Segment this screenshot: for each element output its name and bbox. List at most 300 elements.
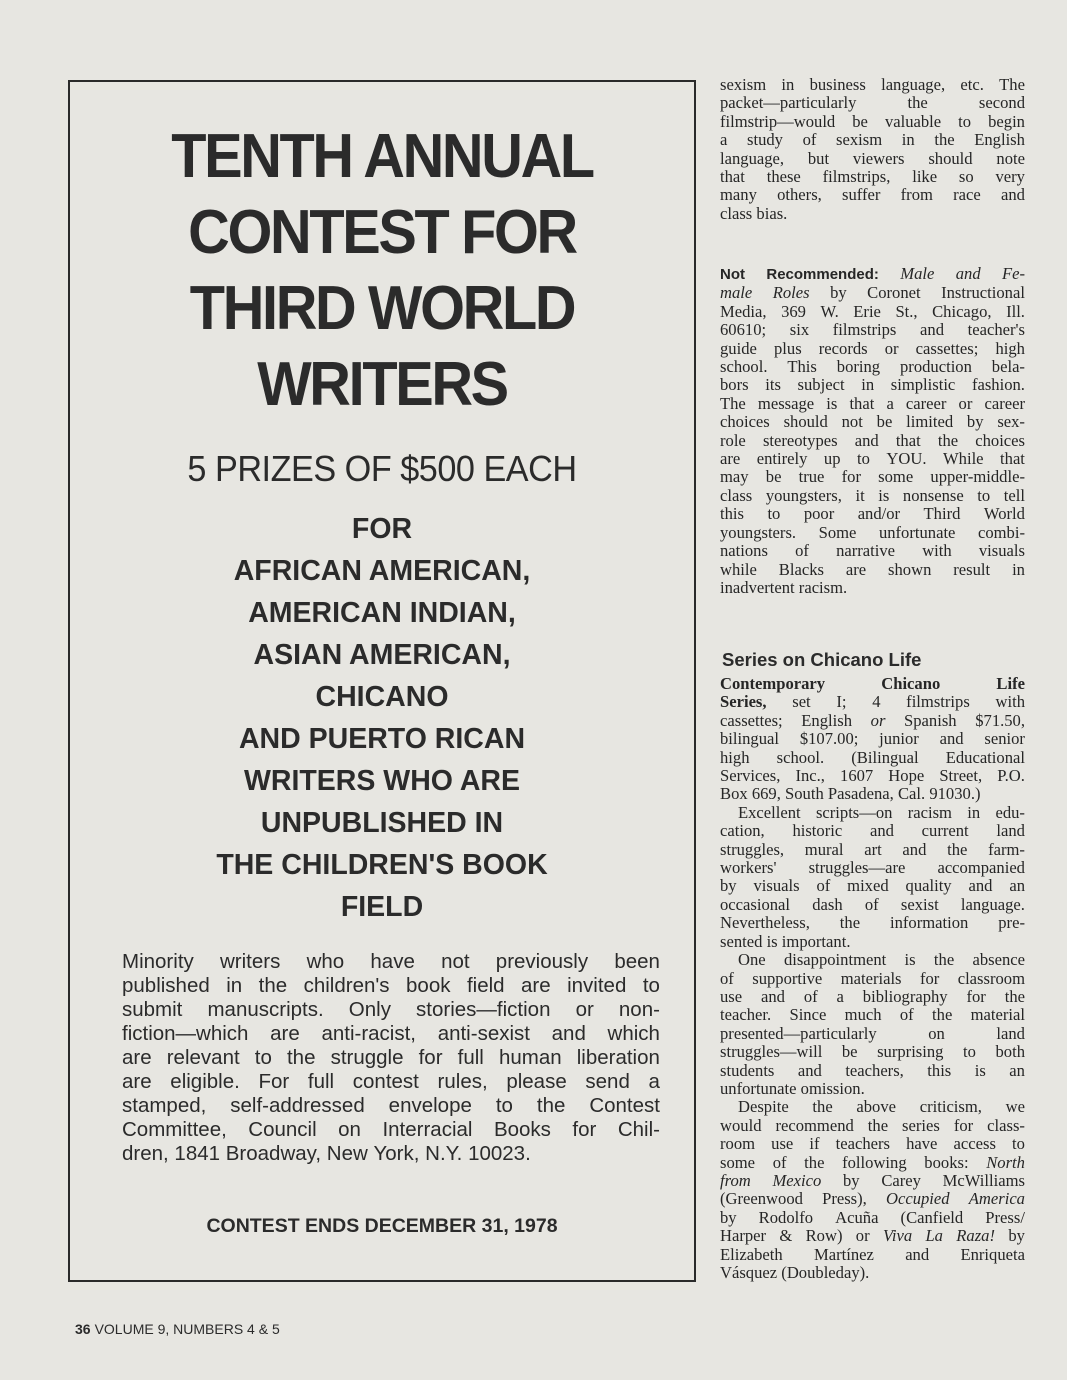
word xyxy=(960,1246,1025,1264)
word-part: St., xyxy=(895,301,918,321)
word-part: scripts—on xyxy=(815,802,893,822)
word-part: Chicago, xyxy=(932,301,992,321)
word-part: 60610; xyxy=(720,320,767,340)
word xyxy=(810,76,866,94)
word xyxy=(865,896,879,914)
word-part: production xyxy=(900,357,972,377)
contest-advertisement xyxy=(68,80,696,1282)
word-part: simplistic xyxy=(890,375,956,395)
word xyxy=(720,988,742,1006)
word-part: information xyxy=(889,913,969,933)
ad-title-line: CONTEST FOR xyxy=(188,198,576,267)
text-line xyxy=(720,561,1025,579)
word-part: struggles, xyxy=(720,839,785,859)
word xyxy=(720,896,790,914)
word: on xyxy=(338,1118,361,1141)
word-part: Chicano xyxy=(881,674,941,693)
word xyxy=(904,712,957,730)
word-part: the xyxy=(907,93,928,113)
word xyxy=(856,1098,896,1116)
text-line xyxy=(720,376,1025,394)
word xyxy=(720,76,766,94)
word-part: are xyxy=(845,559,867,579)
text-line xyxy=(720,951,1025,969)
text-line xyxy=(720,896,1025,914)
word-part: North xyxy=(986,1152,1025,1172)
word-part: teachers xyxy=(835,1134,890,1154)
word: fiction—which xyxy=(122,1022,249,1045)
word-part: to xyxy=(857,449,870,469)
word-part: racism. xyxy=(798,577,848,597)
word xyxy=(773,284,810,302)
word-part: room xyxy=(720,1134,756,1154)
word xyxy=(828,785,898,803)
word-part: guide xyxy=(720,338,757,358)
word xyxy=(720,168,745,186)
word xyxy=(864,841,882,859)
word-part: sexism xyxy=(836,130,883,150)
word-part: some xyxy=(720,1152,756,1172)
word xyxy=(924,505,961,523)
word-part: viewers xyxy=(852,148,905,168)
word xyxy=(720,284,752,302)
word xyxy=(987,1117,1025,1135)
word xyxy=(777,749,824,767)
word-part: upper-middle- xyxy=(930,467,1025,487)
word-part: Roles xyxy=(772,283,810,303)
word xyxy=(943,450,984,468)
text-line xyxy=(720,1190,1025,1208)
word xyxy=(953,561,990,579)
word-part: pre- xyxy=(998,913,1025,933)
word-part: would xyxy=(720,1115,762,1135)
word xyxy=(795,767,825,785)
word-part: the xyxy=(867,1115,889,1135)
word-part: omission. xyxy=(800,1078,865,1098)
word-part: Mexico xyxy=(772,1170,822,1190)
word xyxy=(779,1227,792,1245)
word xyxy=(753,877,799,895)
word-part: filmstrips, xyxy=(822,167,891,187)
word-part: While xyxy=(943,449,984,469)
word-part: by xyxy=(1008,1226,1025,1246)
word-part: (Canfield xyxy=(900,1207,964,1227)
word xyxy=(934,951,954,969)
word: send xyxy=(585,1070,630,1093)
word xyxy=(1012,1135,1025,1153)
word-part: Carey xyxy=(881,1170,921,1190)
word xyxy=(720,859,776,877)
word-part: choices xyxy=(975,430,1025,450)
word-part: & xyxy=(779,1226,793,1246)
text-line xyxy=(720,413,1025,431)
ad-body-line xyxy=(122,1118,660,1142)
text-line xyxy=(720,395,1025,413)
text-line xyxy=(720,487,1025,505)
word xyxy=(903,487,964,505)
word-part: accompanied xyxy=(937,858,1025,878)
word xyxy=(837,358,880,376)
word-part: is xyxy=(904,950,916,970)
word: submit xyxy=(122,998,183,1021)
word-part: dash xyxy=(812,894,843,914)
word-part: poor xyxy=(803,504,835,524)
word-part: Ill. xyxy=(1006,301,1025,321)
text-line xyxy=(720,1209,1025,1227)
word xyxy=(782,933,851,951)
word-part: supportive xyxy=(752,968,823,988)
word-part: Occupied xyxy=(886,1189,950,1209)
word-part: P.O. xyxy=(997,766,1025,786)
word-part: be xyxy=(852,111,868,131)
word xyxy=(720,505,744,523)
word-part: is xyxy=(826,393,838,413)
word-part: Pasadena, xyxy=(827,784,894,804)
word xyxy=(836,693,846,711)
word-part: by xyxy=(830,283,847,303)
word-part: from xyxy=(900,185,933,205)
word xyxy=(979,542,1025,560)
text-line xyxy=(720,712,1025,730)
word: relevant xyxy=(166,1046,240,1069)
word xyxy=(720,767,780,785)
word-part: $71.50, xyxy=(975,710,1025,730)
page-footer xyxy=(75,1321,280,1337)
word-part: series xyxy=(902,1115,940,1135)
word-part: junior xyxy=(879,729,919,749)
word-part: and xyxy=(955,264,981,283)
word xyxy=(995,340,1025,358)
word-part: be xyxy=(876,412,893,432)
word-part: career xyxy=(905,393,947,413)
word xyxy=(879,524,956,542)
word xyxy=(941,284,1025,302)
word-part: of xyxy=(803,986,818,1006)
word xyxy=(975,432,1025,450)
word-part: six xyxy=(789,320,810,340)
word xyxy=(790,321,809,339)
word-part: unfortunate xyxy=(720,1078,797,1098)
word: manuscripts. xyxy=(207,998,324,1021)
word-part: the xyxy=(812,1097,833,1117)
word xyxy=(781,303,806,321)
word-part: McWilliams xyxy=(942,1170,1025,1190)
word xyxy=(901,896,939,914)
issue-info: VOLUME 9, NUMBERS 4 & 5 xyxy=(94,1321,280,1337)
word-part: its xyxy=(765,375,781,395)
word xyxy=(928,150,972,168)
word-part: English xyxy=(801,710,853,730)
word-part: and xyxy=(854,430,879,450)
text-line xyxy=(720,693,1025,711)
word-part: Series, xyxy=(720,692,767,712)
word xyxy=(881,675,940,693)
word xyxy=(901,1209,964,1227)
ad-body-line xyxy=(122,1022,660,1046)
word xyxy=(992,358,1025,376)
word xyxy=(842,1043,858,1061)
word: children's xyxy=(303,974,390,997)
word xyxy=(968,321,1025,339)
word-part: that xyxy=(849,393,875,413)
word xyxy=(720,933,767,951)
word-part: criticism, xyxy=(919,1097,982,1117)
word-part: Male xyxy=(900,264,935,283)
word-part: or xyxy=(870,710,886,730)
word xyxy=(928,1025,945,1043)
word-part: by xyxy=(966,412,984,432)
word: the xyxy=(258,974,288,997)
word xyxy=(886,450,926,468)
word xyxy=(773,1154,787,1172)
word xyxy=(720,1135,755,1153)
word xyxy=(947,841,967,859)
word xyxy=(761,988,785,1006)
word xyxy=(920,321,944,339)
word xyxy=(836,131,882,149)
ad-title-line: TENTH ANNUAL xyxy=(171,122,593,191)
word-part: by xyxy=(843,1170,860,1190)
word-part: in xyxy=(781,75,795,94)
text-line xyxy=(720,859,1025,877)
word xyxy=(846,561,866,579)
word-part: Press/ xyxy=(985,1207,1025,1227)
word: anti-sexist xyxy=(437,1022,530,1045)
word-part: career xyxy=(984,393,1025,413)
word xyxy=(822,1190,867,1208)
word xyxy=(895,303,917,321)
word-part: Services, xyxy=(720,766,781,786)
word-part: of xyxy=(795,541,809,561)
word: the xyxy=(536,1094,566,1117)
word-part: or xyxy=(855,1226,870,1246)
word-part: America xyxy=(968,1189,1025,1209)
word xyxy=(767,505,780,523)
word xyxy=(785,785,828,803)
word-part: Blacks xyxy=(778,559,824,579)
word xyxy=(925,1227,943,1245)
word-part: Row) xyxy=(805,1226,843,1246)
word-part: and xyxy=(920,320,944,340)
word: 1841 xyxy=(174,1142,226,1165)
word xyxy=(1005,988,1025,1006)
word-part: many xyxy=(720,185,757,205)
word-part: that xyxy=(1000,449,1025,469)
word-part: subject xyxy=(797,375,845,395)
word-part: senior xyxy=(984,729,1025,749)
word xyxy=(1006,303,1025,321)
word xyxy=(720,1025,877,1043)
word xyxy=(924,1154,968,1172)
word xyxy=(930,468,1025,486)
word xyxy=(757,450,808,468)
word-part: Nevertheless, xyxy=(720,913,810,933)
word-part: in xyxy=(1012,559,1025,579)
word-part: others, xyxy=(777,185,822,205)
word xyxy=(954,1135,996,1153)
word-part: absence xyxy=(972,950,1025,970)
word-part: surprising xyxy=(877,1042,944,1062)
word-part: narrative xyxy=(836,541,896,561)
text-line xyxy=(720,841,1025,859)
word xyxy=(902,1117,940,1135)
word xyxy=(799,579,847,597)
word-part: 91030.) xyxy=(929,784,981,804)
word-part: classroom xyxy=(957,968,1025,988)
word-part: filmstrips xyxy=(832,320,897,340)
text-line xyxy=(720,579,1025,597)
word-part: Third xyxy=(923,504,961,524)
word xyxy=(720,1209,737,1227)
word xyxy=(840,914,860,932)
word xyxy=(777,186,822,204)
word xyxy=(795,542,809,560)
word xyxy=(929,785,980,803)
word xyxy=(877,1043,943,1061)
word xyxy=(885,340,899,358)
word-part: like xyxy=(912,167,938,187)
text-line xyxy=(720,542,1025,560)
word-part: 669, xyxy=(751,784,781,804)
word xyxy=(1002,265,1025,284)
word xyxy=(720,841,784,859)
text-line xyxy=(720,505,1025,523)
word xyxy=(738,804,801,822)
word xyxy=(995,168,1025,186)
word-part: from xyxy=(720,1170,751,1190)
word-part: 369 xyxy=(781,301,806,321)
text-line xyxy=(720,284,1025,302)
word xyxy=(886,395,893,413)
word-part: access xyxy=(953,1134,996,1154)
word-part: boring xyxy=(836,357,881,377)
word-part: and xyxy=(902,839,927,859)
word xyxy=(824,450,841,468)
word xyxy=(816,877,830,895)
word-part: bibliography xyxy=(862,986,948,1006)
word-part: Hope xyxy=(888,766,925,786)
word xyxy=(720,186,757,204)
ad-contest-ends: CONTEST ENDS DECEMBER 31, 1978 xyxy=(206,1215,558,1237)
text-line xyxy=(720,804,1025,822)
word-part: and xyxy=(869,821,894,841)
text-line xyxy=(720,675,1025,693)
word xyxy=(720,265,745,284)
word-part: on xyxy=(928,1023,945,1043)
word xyxy=(809,1135,819,1153)
word-part: male xyxy=(720,283,753,303)
word-part: both xyxy=(995,1042,1025,1062)
word-part: nations xyxy=(720,541,768,561)
word: full xyxy=(457,1046,484,1069)
word xyxy=(900,358,972,376)
word-part: the xyxy=(934,130,955,150)
word xyxy=(849,395,874,413)
text-line xyxy=(720,76,1025,94)
text-line xyxy=(720,1117,1025,1135)
word xyxy=(888,767,924,785)
ad-group-line: UNPUBLISHED IN xyxy=(260,807,504,839)
word xyxy=(720,113,835,131)
word xyxy=(879,730,919,748)
text-line xyxy=(720,933,1025,951)
word-part: class xyxy=(720,203,753,223)
word xyxy=(932,1006,952,1024)
ad-prizes: 5 PRIZES OF $500 EACH xyxy=(187,448,577,489)
word xyxy=(906,395,947,413)
word-part: (Greenwood xyxy=(720,1189,803,1209)
word: not xyxy=(441,950,470,973)
word xyxy=(997,767,1025,785)
word xyxy=(720,432,746,450)
word: which xyxy=(607,1022,660,1045)
word-part: Rodolfo xyxy=(758,1207,814,1227)
word-part: sex- xyxy=(997,412,1025,432)
word xyxy=(927,1062,951,1080)
word-part: packet—particularly xyxy=(720,93,857,113)
word xyxy=(804,1154,824,1172)
word-part: One xyxy=(738,950,766,970)
word-part: suffer xyxy=(842,185,881,205)
word xyxy=(963,1043,976,1061)
word xyxy=(977,487,990,505)
word xyxy=(720,303,767,321)
word xyxy=(1001,186,1025,204)
word xyxy=(720,413,770,431)
word-part: of xyxy=(772,1152,787,1172)
ad-body-line xyxy=(122,998,660,1022)
word-part: Vásquez xyxy=(720,1263,778,1282)
word: published xyxy=(122,974,210,997)
word-part: role xyxy=(720,430,746,450)
word-part: nonsense xyxy=(902,485,964,505)
word: contest xyxy=(352,1070,419,1093)
word xyxy=(720,877,737,895)
word-part: (Doubleday). xyxy=(781,1263,870,1282)
word-part: of xyxy=(720,968,734,988)
word-part: language, xyxy=(881,75,946,94)
word xyxy=(872,693,880,711)
word-part: an xyxy=(1009,1060,1025,1080)
word-part: may xyxy=(720,467,749,487)
word xyxy=(870,822,894,840)
word-part: La xyxy=(925,1226,943,1246)
word-part: high xyxy=(720,747,750,767)
word xyxy=(738,1098,789,1116)
word-part: fashion. xyxy=(971,375,1025,395)
word-part: following xyxy=(842,1152,907,1172)
word-part: cassettes; xyxy=(720,710,783,730)
text-line xyxy=(720,524,1025,542)
word: writers xyxy=(219,950,281,973)
word xyxy=(946,749,1025,767)
word xyxy=(960,76,984,94)
word xyxy=(956,1227,995,1245)
word xyxy=(851,749,918,767)
word xyxy=(820,303,838,321)
word-part: for xyxy=(919,968,940,988)
text-line xyxy=(720,186,1025,204)
ad-body-line xyxy=(122,1142,660,1166)
word: are xyxy=(122,1070,152,1093)
word-part: the xyxy=(933,950,955,970)
word-part: school. xyxy=(776,747,825,767)
word xyxy=(877,413,893,431)
word xyxy=(988,113,1025,131)
ad-group-line: ASIAN AMERICAN, xyxy=(253,639,511,671)
word-part: class- xyxy=(987,1115,1025,1135)
word-part: use xyxy=(771,1134,794,1154)
